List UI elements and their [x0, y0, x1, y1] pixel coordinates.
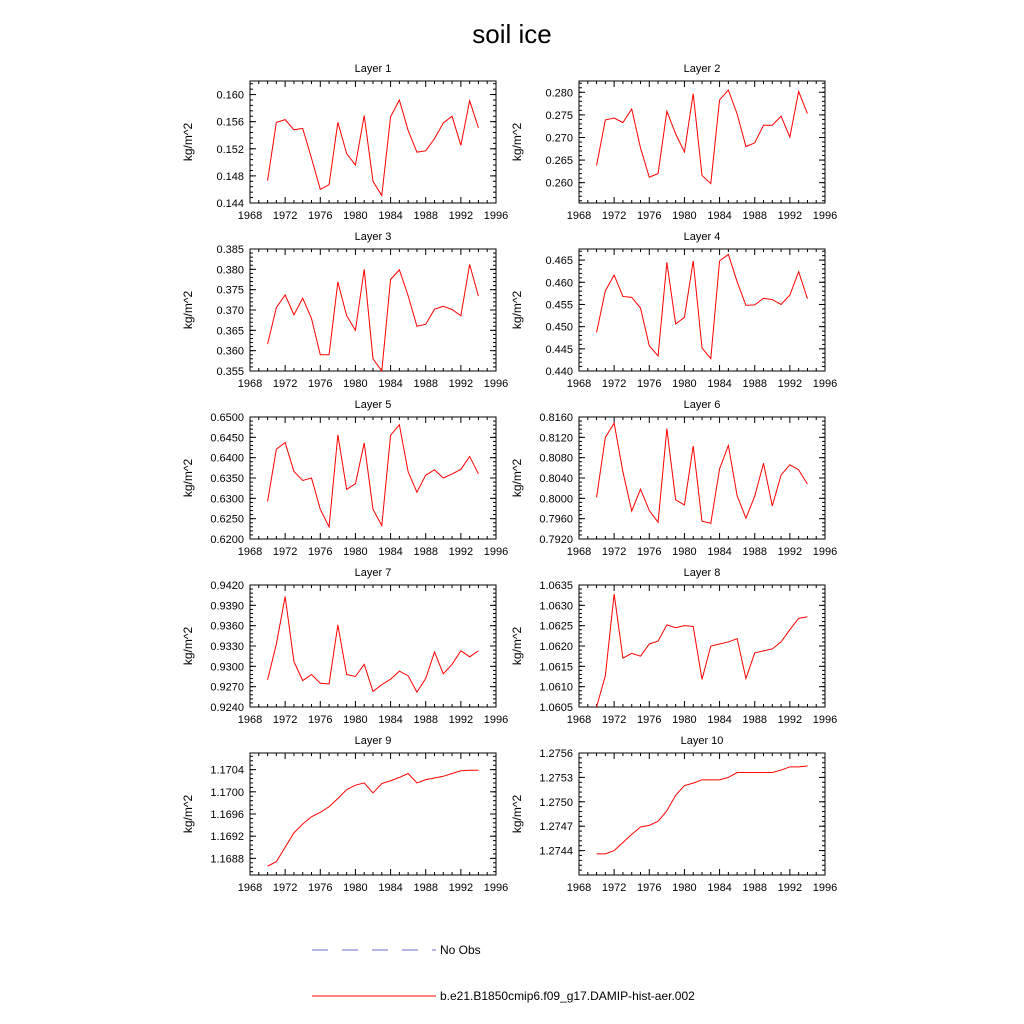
- x-tick-label: 1984: [378, 882, 403, 894]
- plot-frame: [250, 249, 496, 371]
- y-tick-label: 1.2747: [539, 821, 573, 834]
- x-tick-label: 1976: [637, 378, 662, 390]
- chart-panels: [181, 63, 837, 894]
- x-tick-label: 1976: [637, 714, 662, 726]
- x-tick-label: 1988: [742, 714, 767, 726]
- y-tick-label: 0.270: [545, 132, 573, 145]
- y-tick-label: 1.0620: [539, 641, 573, 653]
- y-tick-label: 0.275: [545, 109, 573, 122]
- y-axis-label: kg/m^2: [181, 290, 195, 330]
- x-tick-label: 1968: [566, 210, 592, 222]
- x-tick-label: 1968: [237, 882, 263, 894]
- y-tick-label: 0.265: [545, 155, 573, 168]
- x-tick-label: 1996: [483, 882, 509, 894]
- y-tick-label: 0.6500: [210, 412, 244, 424]
- y-tick-label: 0.9240: [210, 702, 244, 714]
- series-line-1: [597, 423, 808, 523]
- x-tick-label: 1988: [413, 546, 438, 558]
- x-tick-label: 1988: [742, 378, 767, 390]
- x-tick-label: 1996: [483, 378, 509, 390]
- y-tick-label: 0.385: [216, 244, 244, 256]
- x-tick-label: 1968: [237, 378, 263, 390]
- x-tick-label: 1984: [707, 714, 732, 726]
- panel-title: Layer 3: [354, 231, 392, 243]
- x-tick-label: 1992: [777, 882, 803, 894]
- plot-frame: [250, 417, 496, 539]
- y-axis-label: kg/m^2: [510, 290, 524, 330]
- x-tick-label: 1992: [777, 210, 803, 222]
- legend: [312, 943, 695, 1003]
- y-tick-label: 1.1688: [210, 853, 244, 866]
- y-tick-label: 0.148: [216, 170, 244, 183]
- x-tick-label: 1984: [378, 714, 403, 726]
- x-tick-label: 1976: [308, 714, 333, 726]
- x-tick-label: 1984: [378, 210, 403, 222]
- x-tick-label: 1988: [742, 210, 767, 222]
- y-tick-label: 0.260: [545, 177, 573, 190]
- x-tick-label: 1980: [672, 882, 697, 894]
- plot-frame: [250, 585, 496, 707]
- chart-panel-5: [181, 399, 508, 558]
- y-axis-label: kg/m^2: [510, 794, 524, 834]
- x-tick-label: 1976: [308, 546, 333, 558]
- x-tick-label: 1968: [566, 882, 592, 894]
- y-tick-label: 0.8160: [539, 412, 573, 424]
- x-tick-label: 1972: [272, 546, 298, 558]
- x-tick-label: 1996: [483, 546, 509, 558]
- series-line-1: [597, 90, 808, 184]
- y-axis-label: kg/m^2: [181, 458, 195, 498]
- x-tick-label: 1980: [672, 210, 697, 222]
- x-tick-label: 1972: [272, 210, 298, 222]
- x-tick-label: 1980: [672, 378, 697, 390]
- y-tick-label: 0.9390: [210, 600, 244, 613]
- x-tick-label: 1984: [707, 210, 732, 222]
- y-tick-label: 0.7920: [539, 534, 573, 546]
- y-tick-label: 1.0630: [539, 600, 573, 613]
- series-line-1: [597, 594, 808, 707]
- panel-title: Layer 8: [683, 567, 721, 579]
- x-tick-label: 1976: [308, 210, 333, 222]
- y-tick-label: 0.6200: [210, 534, 244, 546]
- x-tick-label: 1992: [777, 378, 803, 390]
- y-tick-label: 0.6350: [210, 473, 244, 485]
- x-tick-label: 1988: [413, 378, 438, 390]
- y-tick-label: 1.2750: [539, 796, 573, 809]
- y-tick-label: 0.6450: [210, 432, 244, 445]
- y-tick-label: 0.6400: [210, 452, 244, 465]
- x-tick-label: 1968: [237, 714, 263, 726]
- y-axis-label: kg/m^2: [510, 458, 524, 498]
- chart-panel-9: [181, 735, 508, 894]
- x-tick-label: 1984: [707, 546, 732, 558]
- x-tick-label: 1976: [308, 882, 333, 894]
- x-tick-label: 1996: [812, 714, 838, 726]
- y-tick-label: 0.8080: [539, 452, 573, 465]
- chart-panel-3: [181, 231, 508, 390]
- y-tick-label: 0.445: [545, 343, 573, 356]
- y-tick-label: 1.2753: [539, 772, 573, 785]
- x-tick-label: 1992: [448, 882, 474, 894]
- x-tick-label: 1988: [742, 882, 767, 894]
- series-line-1: [268, 425, 479, 527]
- y-tick-label: 0.450: [545, 321, 573, 334]
- x-tick-label: 1972: [272, 378, 298, 390]
- y-tick-label: 0.380: [216, 264, 244, 277]
- x-tick-label: 1980: [672, 714, 697, 726]
- x-tick-label: 1968: [566, 378, 592, 390]
- x-tick-label: 1996: [483, 714, 509, 726]
- x-tick-label: 1992: [448, 378, 474, 390]
- y-tick-label: 0.7960: [539, 513, 573, 526]
- series-line-1: [268, 100, 479, 196]
- x-tick-label: 1968: [237, 546, 263, 558]
- y-axis-label: kg/m^2: [181, 794, 195, 834]
- y-tick-label: 0.365: [216, 325, 244, 338]
- x-tick-label: 1968: [566, 714, 592, 726]
- chart-panel-2: [510, 63, 837, 222]
- chart-panel-6: [510, 399, 837, 558]
- x-tick-label: 1992: [448, 210, 474, 222]
- x-tick-label: 1996: [483, 210, 509, 222]
- x-tick-label: 1980: [343, 882, 368, 894]
- chart-panel-8: [510, 567, 837, 726]
- y-tick-label: 0.370: [216, 305, 244, 317]
- y-tick-label: 0.440: [545, 366, 573, 378]
- y-tick-label: 1.0610: [539, 681, 573, 694]
- panel-title: Layer 6: [683, 399, 721, 411]
- series-line-1: [268, 597, 479, 693]
- x-tick-label: 1968: [566, 546, 592, 558]
- x-tick-label: 1996: [812, 546, 838, 558]
- plot-frame: [579, 81, 825, 203]
- x-tick-label: 1984: [378, 378, 403, 390]
- x-tick-label: 1976: [637, 882, 662, 894]
- x-tick-label: 1984: [378, 546, 403, 558]
- x-tick-label: 1992: [777, 714, 803, 726]
- series-line-1: [268, 264, 479, 371]
- y-tick-label: 1.1700: [210, 786, 244, 799]
- x-tick-label: 1988: [742, 546, 767, 558]
- chart-panel-4: [510, 231, 837, 390]
- y-tick-label: 0.465: [545, 255, 573, 268]
- figure-title: soil ice: [472, 19, 552, 49]
- legend-obs-label: No Obs: [440, 943, 481, 957]
- panel-title: Layer 1: [354, 63, 392, 75]
- x-tick-label: 1984: [707, 882, 732, 894]
- x-tick-label: 1980: [343, 378, 368, 390]
- chart-panel-10: [510, 735, 837, 894]
- y-tick-label: 0.9270: [210, 681, 244, 694]
- x-tick-label: 1988: [413, 210, 438, 222]
- x-tick-label: 1972: [601, 546, 627, 558]
- x-tick-label: 1972: [601, 714, 627, 726]
- y-tick-label: 1.0605: [539, 702, 573, 714]
- y-tick-label: 0.280: [545, 87, 573, 100]
- panel-title: Layer 2: [683, 63, 721, 75]
- series-line-1: [597, 254, 808, 358]
- x-tick-label: 1976: [637, 210, 662, 222]
- x-tick-label: 1980: [343, 546, 368, 558]
- y-tick-label: 1.1692: [210, 831, 244, 844]
- legend-model-label: b.e21.B1850cmip6.f09_g17.DAMIP-hist-aer.002: [440, 989, 695, 1003]
- y-tick-label: 0.460: [545, 277, 573, 290]
- panel-title: Layer 10: [680, 735, 724, 747]
- x-tick-label: 1976: [308, 378, 333, 390]
- y-tick-label: 0.8040: [539, 473, 573, 485]
- x-tick-label: 1996: [812, 882, 838, 894]
- y-tick-label: 1.1696: [210, 809, 244, 821]
- y-axis-label: kg/m^2: [181, 626, 195, 666]
- y-tick-label: 0.6300: [210, 493, 244, 506]
- panel-title: Layer 9: [354, 735, 392, 747]
- x-tick-label: 1972: [601, 378, 627, 390]
- y-tick-label: 0.6250: [210, 513, 244, 526]
- y-tick-label: 1.0625: [539, 620, 573, 633]
- y-tick-label: 0.156: [216, 116, 244, 129]
- y-tick-label: 0.8120: [539, 432, 573, 445]
- x-tick-label: 1980: [343, 210, 368, 222]
- x-tick-label: 1992: [448, 714, 474, 726]
- y-tick-label: 0.160: [216, 89, 244, 102]
- plot-frame: [579, 249, 825, 371]
- x-tick-label: 1984: [707, 378, 732, 390]
- x-tick-label: 1972: [601, 882, 627, 894]
- y-tick-label: 0.9360: [210, 620, 244, 633]
- chart-panel-1: [181, 63, 508, 222]
- plot-frame: [579, 753, 825, 875]
- y-tick-label: 0.152: [216, 143, 244, 156]
- x-tick-label: 1976: [637, 546, 662, 558]
- y-tick-label: 0.375: [216, 284, 244, 297]
- x-tick-label: 1980: [672, 546, 697, 558]
- x-tick-label: 1972: [272, 882, 298, 894]
- y-tick-label: 1.2756: [539, 748, 573, 760]
- y-tick-label: 0.360: [216, 345, 244, 358]
- series-line-1: [268, 770, 479, 866]
- x-tick-label: 1988: [413, 882, 438, 894]
- y-tick-label: 0.144: [216, 198, 244, 210]
- x-tick-label: 1968: [237, 210, 263, 222]
- y-axis-label: kg/m^2: [510, 122, 524, 162]
- x-tick-label: 1992: [448, 546, 474, 558]
- panel-title: Layer 7: [354, 567, 392, 579]
- y-tick-label: 1.1704: [210, 764, 244, 777]
- y-tick-label: 1.2744: [539, 845, 573, 858]
- x-tick-label: 1980: [343, 714, 368, 726]
- y-tick-label: 0.9300: [210, 661, 244, 674]
- y-axis-label: kg/m^2: [181, 122, 195, 162]
- x-tick-label: 1972: [601, 210, 627, 222]
- x-tick-label: 1992: [777, 546, 803, 558]
- y-tick-label: 0.9420: [210, 580, 244, 592]
- y-tick-label: 0.8000: [539, 493, 573, 506]
- panel-title: Layer 4: [683, 231, 721, 243]
- x-tick-label: 1996: [812, 210, 838, 222]
- x-tick-label: 1988: [413, 714, 438, 726]
- y-tick-label: 1.0635: [539, 580, 573, 592]
- y-tick-label: 0.9330: [210, 641, 244, 653]
- x-tick-label: 1972: [272, 714, 298, 726]
- chart-panel-7: [181, 567, 508, 726]
- y-tick-label: 0.355: [216, 366, 244, 378]
- plot-frame: [250, 81, 496, 203]
- y-tick-label: 0.455: [545, 299, 573, 312]
- y-tick-label: 1.0615: [539, 661, 573, 674]
- series-line-1: [597, 766, 808, 854]
- y-axis-label: kg/m^2: [510, 626, 524, 666]
- x-tick-label: 1996: [812, 378, 838, 390]
- panel-title: Layer 5: [354, 399, 392, 411]
